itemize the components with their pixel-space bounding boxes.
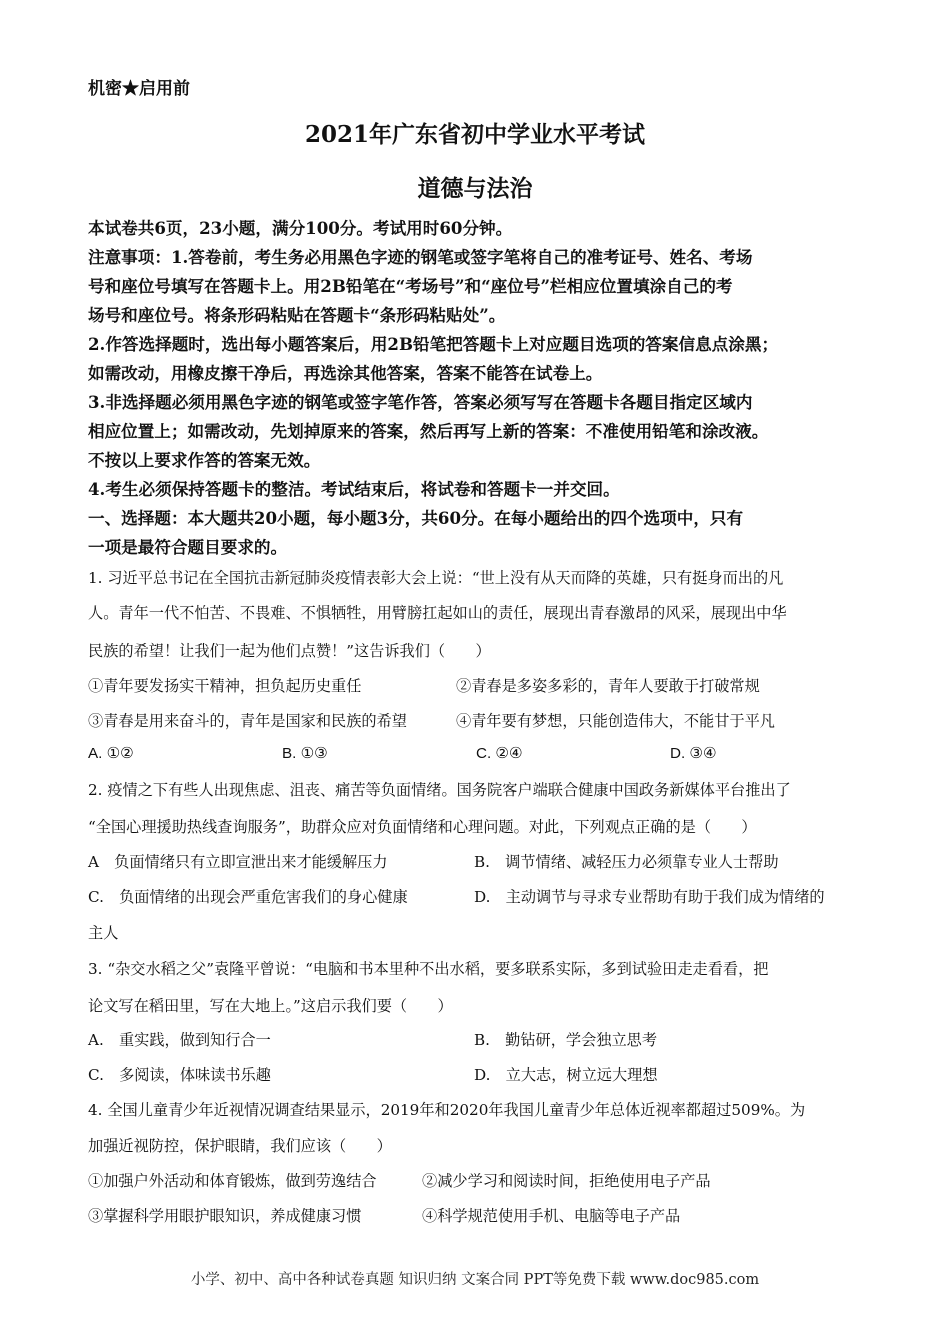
instructions-note3-line1: 3.非选择题必须用黑色字迹的钢笔或签字笔作答，答案必须写写在答题卡各题目指定区域内 — [88, 392, 753, 412]
q1-option-c: C. ②④ — [476, 745, 523, 762]
section1-heading-line2: 一项是最符合题目要求的。 — [88, 537, 288, 557]
q4-stem-line1: 4. 全国儿童青少年近视情况调查结果显示，2019年和2020年我国儿童青少年总体近视率都超过509%。为 — [88, 1101, 806, 1119]
q3-option-d: D. 立大志，树立远大理想 — [474, 1066, 658, 1084]
q2-stem-line2: “全国心理援助热线查询服务”，助群众应对负面情绪和心理问题。对此，下列观点正确的是（ ） — [88, 818, 757, 836]
q4-statement-4: ④科学规范使用手机、电脑等电子产品 — [422, 1207, 681, 1225]
instructions-note3-line2: 相应位置上；如需改动，先划掉原来的答案，然后再写上新的答案：不准使用铅笔和涂改液。 — [88, 421, 769, 441]
instructions-note2-line2: 如需改动，用橡皮擦干净后，再选涂其他答案，答案不能答在试卷上。 — [88, 363, 603, 383]
q1-statement-3: ③青春是用来奋斗的，青年是国家和民族的希望 — [88, 712, 407, 730]
instructions-intro: 本试卷共6页，23小题，满分100分。考试用时60分钟。 — [88, 218, 513, 238]
secret-mark: 机密★启用前 — [88, 79, 190, 99]
q4-statement-2: ②减少学习和阅读时间，拒绝使用电子产品 — [422, 1172, 711, 1190]
q4-statement-1: ①加强户外活动和体育锻炼，做到劳逸结合 — [88, 1172, 377, 1190]
q2-option-d-continued: 主人 — [88, 924, 119, 942]
q3-option-a: A. 重实践，做到知行合一 — [88, 1031, 271, 1049]
q2-option-d: D. 主动调节与寻求专业帮助有助于我们成为情绪的 — [474, 888, 825, 906]
exam-subject: 道德与法治 — [417, 175, 533, 202]
section1-heading-line1: 一、选择题：本大题共20小题，每小题3分，共60分。在每小题给出的四个选项中，只有 — [88, 508, 744, 528]
q1-stem-line3: 民族的希望！让我们一起为他们点赞！”这告诉我们（ ） — [88, 642, 491, 660]
q1-option-d: D. ③④ — [670, 745, 717, 762]
q1-stem-line1: 1. 习近平总书记在全国抗击新冠肺炎疫情表彰大会上说：“世上没有从天而降的英雄，只有挺身而出的凡 — [88, 569, 784, 587]
exam-title: 2021年广东省初中学业水平考试 — [304, 121, 645, 148]
q2-option-b: B. 调节情绪、减轻压力必须靠专业人士帮助 — [474, 853, 779, 871]
q2-option-a: A 负面情绪只有立即宣泄出来才能缓解压力 — [88, 853, 388, 871]
q1-stem-line2: 人。青年一代不怕苦、不畏难、不惧牺牲，用臂膀扛起如山的责任，展现出青春激昂的风采，展现出中华 — [88, 604, 787, 622]
q1-statement-2: ②青春是多姿多彩的，青年人要敢于打破常规 — [456, 677, 760, 695]
q1-statement-4: ④青年要有梦想，只能创造伟大，不能甘于平凡 — [456, 712, 775, 730]
q3-option-b: B. 勤钻研，学会独立思考 — [474, 1031, 658, 1049]
q4-stem-line2: 加强近视防控，保护眼睛，我们应该（ ） — [88, 1137, 392, 1155]
q1-option-a: A. ①② — [88, 745, 134, 762]
q2-option-c: C. 负面情绪的出现会严重危害我们的身心健康 — [88, 888, 408, 906]
instructions-note1-line2: 号和座位号填写在答题卡上。用2B铅笔在“考场号”和“座位号”栏相应位置填涂自己的考 — [88, 276, 733, 296]
q3-stem-line1: 3. “杂交水稻之父”袁隆平曾说：“电脑和书本里种不出水稻，要多联系实际，多到试验田走走看看，把 — [88, 960, 769, 978]
q2-stem-line1: 2. 疫情之下有些人出现焦虑、沮丧、痛苦等负面情绪。国务院客户端联合健康中国政务新媒体平台推出了 — [88, 781, 791, 799]
instructions-note1-line1: 注意事项：1.答卷前，考生务必用黑色字迹的钢笔或签字笔将自己的准考证号、姓名、考场 — [88, 247, 753, 267]
q3-option-c: C. 多阅读，体味读书乐趣 — [88, 1066, 271, 1084]
page-footer: 小学、初中、高中各种试卷真题 知识归纳 文案合同 PPT等免费下载 www.doc985.com — [190, 1272, 760, 1288]
q1-option-b: B. ①③ — [282, 745, 328, 762]
q4-statement-3: ③掌握科学用眼护眼知识，养成健康习惯 — [88, 1207, 362, 1225]
q1-statement-1: ①青年要发扬实干精神，担负起历史重任 — [88, 677, 362, 695]
instructions-note2-line1: 2.作答选择题时，选出每小题答案后，用2B铅笔把答题卡上对应题目选项的答案信息点涂黑； — [88, 334, 779, 354]
q3-stem-line2: 论文写在稻田里，写在大地上。”这启示我们要（ ） — [88, 997, 453, 1015]
instructions-note4: 4.考生必须保持答题卡的整洁。考试结束后，将试卷和答题卡一并交回。 — [88, 479, 620, 499]
instructions-note3-line3: 不按以上要求作答的答案无效。 — [88, 450, 321, 470]
instructions-note1-line3: 场号和座位号。将条形码粘贴在答题卡“条形码粘贴处”。 — [88, 305, 506, 325]
